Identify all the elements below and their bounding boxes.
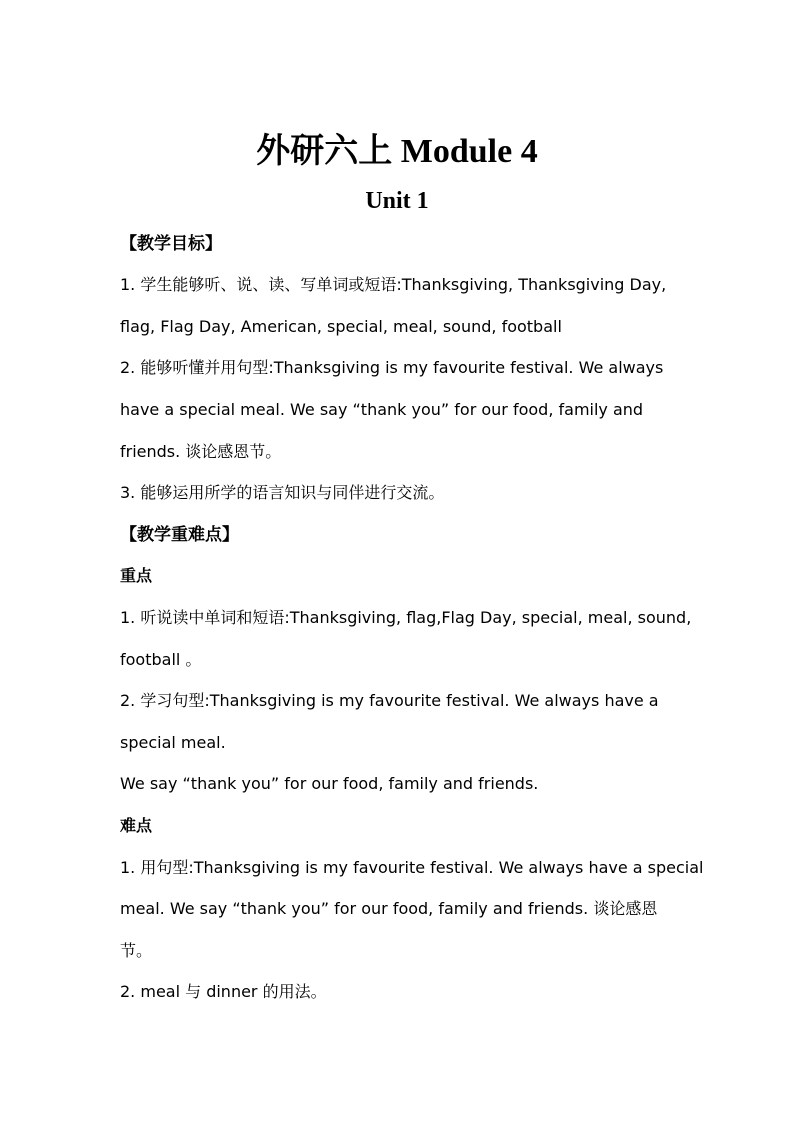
objective-line: 3. 能够运用所学的语言知识与同伴进行交流。 [120, 483, 445, 502]
objective-line: have a special meal. We say “thank you” for our food, family and [120, 400, 644, 419]
page-title: 外研六上 Module 4 [256, 133, 538, 170]
difficult-point-line: 1. 用句型:Thanksgiving is my favourite festival. We always have a special [120, 858, 704, 877]
objective-line: flag, Flag Day, American, special, meal, sound, football [120, 317, 562, 336]
key-points-label: 重点 [120, 566, 153, 585]
key-point-line: special meal. [120, 733, 226, 752]
key-point-line: 2. 学习句型:Thanksgiving is my favourite festival. We always have a [120, 691, 659, 710]
difficult-points-label: 难点 [120, 816, 153, 835]
key-point-line: 1. 听说读中单词和短语:Thanksgiving, flag,Flag Day, special, meal, sound, [120, 608, 692, 627]
difficult-point-line: meal. We say “thank you” for our food, family and friends. 谈论感恩 [120, 899, 658, 918]
key-point-line: football 。 [120, 650, 202, 669]
section-heading-objectives: 【教学目标】 [120, 234, 222, 254]
objective-line: friends. 谈论感恩节。 [120, 442, 282, 461]
page-subtitle: Unit 1 [365, 188, 429, 214]
section-heading-key-points: 【教学重难点】 [120, 525, 239, 545]
objective-line: 2. 能够听懂并用句型:Thanksgiving is my favourite festival. We always [120, 358, 664, 377]
key-point-line: We say “thank you” for our food, family and friends. [120, 774, 539, 793]
difficult-point-line: 节。 [120, 941, 153, 960]
difficult-point-line: 2. meal 与 dinner 的用法。 [120, 982, 327, 1001]
objective-line: 1. 学生能够听、说、读、写单词或短语:Thanksgiving, Thanksgiving Day, [120, 275, 667, 294]
